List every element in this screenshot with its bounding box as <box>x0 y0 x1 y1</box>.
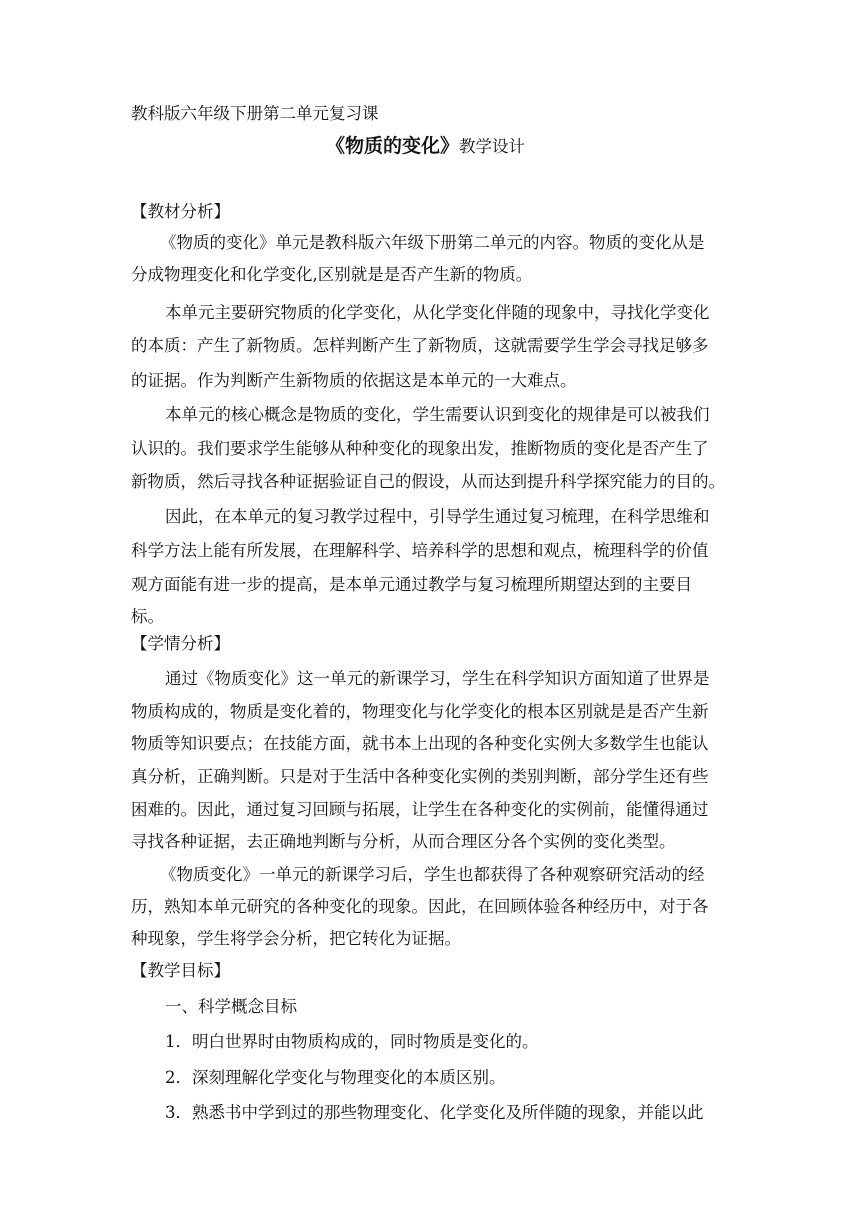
document-title-suffix: 教学设计 <box>459 137 526 156</box>
paragraph-line: 分成物理变化和化学变化,区别就是是否产生新的物质。 <box>131 265 533 284</box>
paragraph-line: 物质构成的，物质是变化着的，物理变化与化学变化的根本区别就是是否产生新 <box>131 702 709 721</box>
section-heading-teaching-goals: 【教学目标】 <box>131 961 230 980</box>
paragraph-line: 标。 <box>131 607 164 626</box>
paragraph-line: 观方面能有进一步的提高，是本单元通过教学与复习梳理所期望达到的主要目 <box>131 575 692 594</box>
paragraph-line: 的证据。作为判断产生新物质的依据这是本单元的一大难点。 <box>131 371 577 390</box>
paragraph-line: 新物质，然后寻找各种证据验证自己的假设，从而达到提升科学探究能力的目的。 <box>131 472 725 491</box>
document-subtitle: 教科版六年级下册第二单元复习课 <box>131 104 379 123</box>
goal-item: 3．熟悉书中学到过的那些物理变化、化学变化及所伴随的现象，并能以此 <box>165 1103 704 1122</box>
paragraph-line: 《物质变化》一单元的新课学习后，学生也都获得了各种观察研究活动的经 <box>160 865 705 884</box>
document-title-main: 《物质的变化》 <box>326 135 460 157</box>
paragraph-line: 困难的。因此，通过复习回顾与拓展，让学生在各种变化的实例前，能懂得通过 <box>131 800 709 819</box>
goal-item: 2．深刻理解化学变化与物理变化的本质区别。 <box>165 1068 506 1087</box>
section-heading-textbook-analysis: 【教材分析】 <box>131 202 230 221</box>
paragraph-line: 《物质的变化》单元是教科版六年级下册第二单元的内容。物质的变化从是 <box>160 233 705 252</box>
paragraph-line: 历，熟知本单元研究的各种变化的现象。因此，在回顾体验各种经历中，对于各 <box>131 897 709 916</box>
document-title <box>326 136 525 157</box>
paragraph-line: 本单元的核心概念是物质的变化，学生需要认识到变化的规律是可以被我们 <box>165 405 710 424</box>
paragraph-line: 因此，在本单元的复习教学过程中，引导学生通过复习梳理，在科学思维和 <box>165 507 710 526</box>
goal-group-heading: 一、科学概念目标 <box>165 997 297 1016</box>
paragraph-line: 寻找各种证据，去正确地判断与分析，从而合理区分各个实例的变化类型。 <box>131 832 676 851</box>
paragraph-line: 的本质：产生了新物质。怎样判断产生了新物质，这就需要学生学会寻找足够多 <box>131 336 709 355</box>
paragraph-line: 本单元主要研究物质的化学变化，从化学变化伴随的现象中，寻找化学变化 <box>165 303 710 322</box>
paragraph-line: 科学方法上能有所发展，在理解科学、培养科学的思想和观点，梳理科学的价值 <box>131 541 709 560</box>
paragraph-line: 真分析，正确判断。只是对于生活中各种变化实例的类别判断，部分学生还有些 <box>131 767 709 786</box>
paragraph-line: 物质等知识要点；在技能方面，就书本上出现的各种变化实例大多数学生也能认 <box>131 734 709 753</box>
goal-item: 1．明白世界时由物质构成的，同时物质是变化的。 <box>165 1032 539 1051</box>
paragraph-line: 种现象，学生将学会分析，把它转化为证据。 <box>131 929 461 948</box>
paragraph-line: 通过《物质变化》这一单元的新课学习，学生在科学知识方面知道了世界是 <box>165 669 710 688</box>
paragraph-line: 认识的。我们要求学生能够从种种变化的现象出发，推断物质的变化是否产生了 <box>131 439 709 458</box>
section-heading-student-analysis: 【学情分析】 <box>131 634 230 653</box>
